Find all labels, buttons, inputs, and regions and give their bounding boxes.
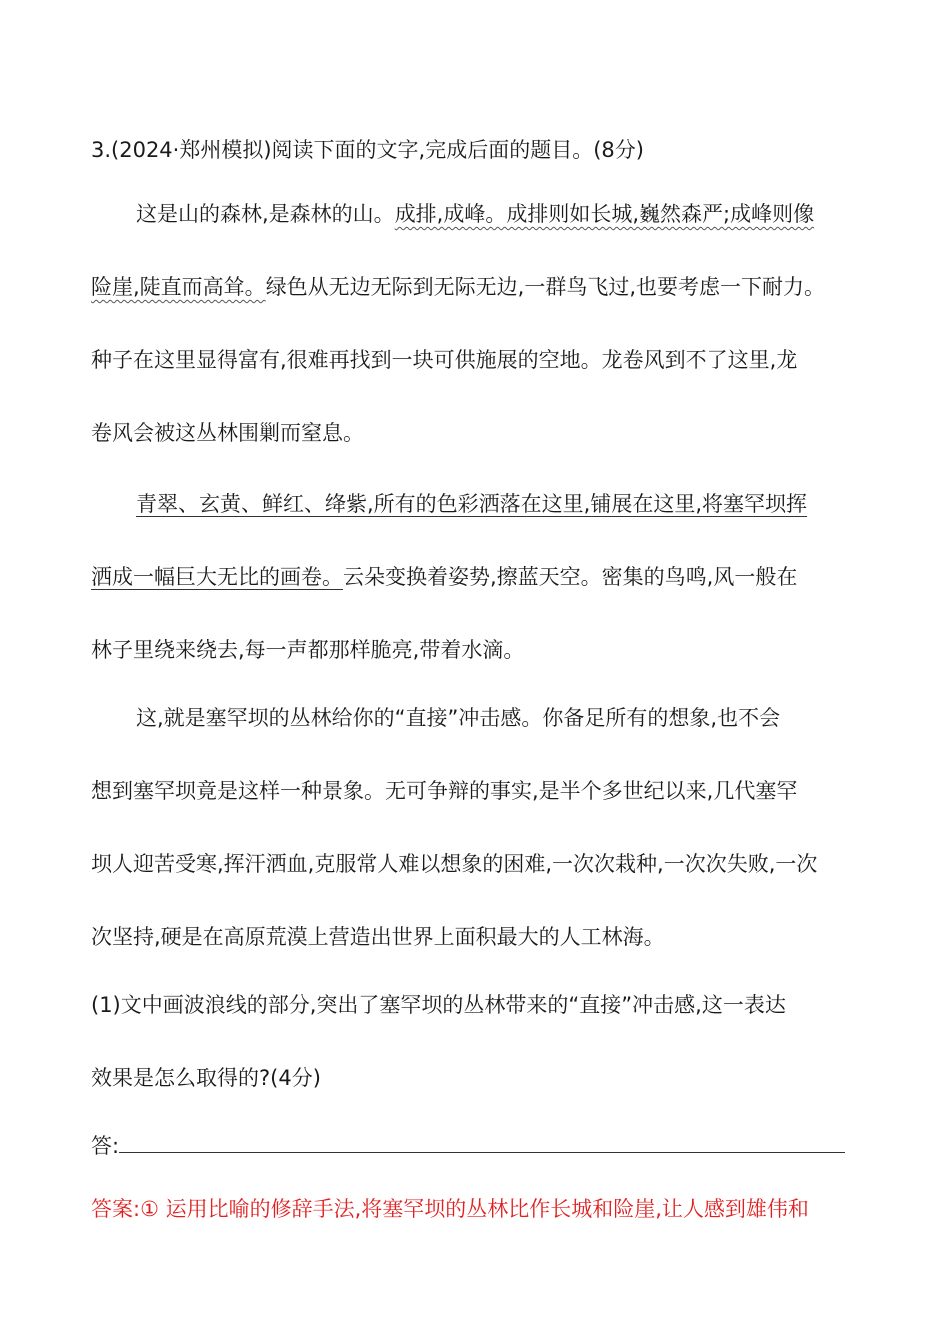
passage-p2-line3: 林子里绕来绕去,每一声都那样脆亮,带着水滴。 — [91, 638, 525, 662]
wavy-underlined-text: 险崖,陡直而高耸。 — [91, 275, 266, 299]
underlined-text: 洒成一幅巨大无比的画卷。 — [91, 565, 343, 589]
sub-question-line1: (1)文中画波浪线的部分,突出了塞罕坝的丛林带来的“直接”冲击感,这一表达 — [91, 993, 786, 1017]
passage-p1-line4: 卷风会被这丛林围剿而窒息。 — [91, 421, 364, 445]
passage-p2-line2: 洒成一幅巨大无比的画卷。云朵变换着姿势,擦蓝天空。密集的鸟鸣,风一般在 — [91, 565, 798, 589]
passage-p3-line3: 坝人迎苦受寒,挥汗洒血,克服常人难以想象的困难,一次次栽种,一次次失败,一次 — [91, 852, 818, 876]
passage-p3-line1: 这,就是塞罕坝的丛林给你的“直接”冲击感。你备足所有的想象,也不会 — [136, 706, 781, 730]
answer-label: 答: — [91, 1134, 120, 1158]
passage-p3-line2: 想到塞罕坝竟是这样一种景象。无可争辩的事实,是半个多世纪以来,几代塞罕 — [91, 779, 798, 803]
answer-blank-row — [91, 1130, 845, 1161]
passage-p1-line3: 种子在这里显得富有,很难再找到一块可供施展的空地。龙卷风到不了这里,龙 — [91, 348, 798, 372]
answer-blank-line[interactable] — [119, 1130, 845, 1153]
sub-question-line2: 效果是怎么取得的?(4分) — [91, 1066, 321, 1090]
passage-p1-line2: 险崖,陡直而高耸。绿色从无边无际到无际无边,一群鸟飞过,也要考虑一下耐力。 — [91, 275, 826, 299]
underlined-text: 青翠、玄黄、鲜红、绛紫,所有的色彩洒落在这里,铺展在这里,将塞罕坝挥 — [136, 492, 808, 516]
question-header: 3.(2024·郑州模拟)阅读下面的文字,完成后面的题目。(8分) — [91, 138, 644, 162]
answer-text: 答案:① 运用比喻的修辞手法,将塞罕坝的丛林比作长城和险崖,让人感到雄伟和 — [91, 1197, 809, 1221]
wavy-underlined-text: 成排,成峰。成排则如长城,巍然森严;成峰则像 — [394, 202, 815, 226]
passage-p3-line4: 次坚持,硬是在高原荒漠上营造出世界上面积最大的人工林海。 — [91, 925, 665, 949]
passage-p2-line1 — [136, 489, 807, 519]
passage-p1-line1: 这是山的森林,是森林的山。成排,成峰。成排则如长城,巍然森严;成峰则像 — [136, 202, 815, 226]
